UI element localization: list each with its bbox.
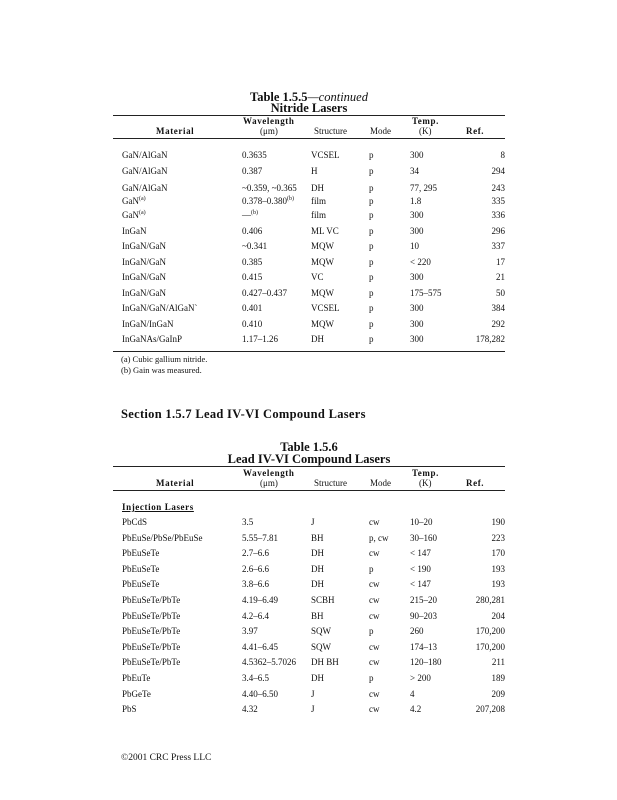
cell-ref: 50 (496, 288, 505, 298)
cell-structure: SQW (311, 642, 331, 652)
cell-wavelength: 2.6–6.6 (242, 564, 269, 574)
table1-note-b: (b) Gain was measured. (121, 365, 202, 375)
cell-material (122, 150, 168, 161)
cell-ref: 294 (491, 166, 505, 176)
cell-wavelength-text: 0.3635 (242, 150, 267, 160)
cell-mode: p (369, 303, 374, 313)
cell-wavelength-text: ~0.359, ~0.365 (242, 183, 297, 193)
cell-ref: 193 (491, 579, 505, 589)
cell-ref: 8 (500, 150, 505, 160)
cell-mode: p (369, 319, 374, 329)
cell-mode: p (369, 183, 374, 193)
cell-material: PbEuSeTe (122, 564, 160, 574)
cell-material: PbEuSeTe/PbTe (122, 626, 181, 636)
table1-header-wavelength-unit: (μm) (260, 126, 278, 136)
cell-mode: p (369, 241, 374, 251)
cell-structure: VCSEL (311, 303, 340, 313)
cell-material (122, 257, 166, 268)
copyright-footer: ©2001 CRC Press LLC (121, 753, 212, 763)
table-row (113, 334, 505, 345)
cell-wavelength (242, 210, 258, 221)
cell-mode: cw (369, 611, 380, 621)
cell-mode: p (369, 150, 374, 160)
cell-mode: p (369, 196, 374, 206)
cell-material-text: GaN/AlGaN (122, 183, 168, 193)
cell-material (122, 241, 166, 252)
table1-header-ref: Ref. (466, 126, 485, 136)
table-row (113, 319, 505, 330)
cell-structure: J (311, 704, 315, 714)
cell-temp: 34 (410, 166, 419, 176)
cell-mode: cw (369, 657, 380, 667)
cell-ref: 211 (491, 657, 505, 667)
cell-ref: 223 (491, 533, 505, 543)
cell-wavelength-text: 0.387 (242, 166, 263, 176)
table2-header-temp: Temp. (412, 468, 439, 478)
cell-ref: 335 (491, 196, 505, 206)
table1-header-temp: Temp. (412, 116, 439, 126)
cell-temp: 10 (410, 241, 419, 251)
cell-wavelength (242, 150, 267, 161)
table2-title: Table 1.5.6 (280, 440, 338, 454)
table-row (113, 210, 505, 221)
cell-temp: 300 (410, 334, 424, 344)
cell-temp: 120–180 (410, 657, 442, 667)
cell-structure: film (311, 210, 326, 220)
table-row (113, 564, 505, 575)
cell-structure: BH (311, 611, 324, 621)
table2-header-temp-unit: (K) (419, 478, 432, 488)
table1-header-material: Material (156, 126, 195, 136)
cell-structure: DH (311, 579, 324, 589)
table2-header-material: Material (156, 478, 195, 488)
cell-ref: 243 (491, 183, 505, 193)
cell-material: PbEuSe/PbSe/PbEuSe (122, 533, 203, 543)
table2-header-mode: Mode (370, 478, 391, 488)
cell-wavelength: 3.5 (242, 517, 254, 527)
cell-material: PbEuSeTe/PbTe (122, 657, 181, 667)
cell-temp: 1.8 (410, 196, 422, 206)
table2-header-rule (113, 490, 505, 491)
cell-temp: 4.2 (410, 704, 422, 714)
cell-structure: MQW (311, 288, 334, 298)
cell-material-text: GaN/AlGaN (122, 150, 168, 160)
cell-material-text: InGaN/GaN/AlGaN` (122, 303, 198, 313)
cell-material (122, 196, 146, 207)
table2-header-ref: Ref. (466, 478, 485, 488)
table1-header-temp-unit: (K) (419, 126, 432, 136)
cell-material-text: InGaN/GaN (122, 241, 166, 251)
cell-wavelength-text: 1.17–1.26 (242, 334, 278, 344)
table-row (113, 548, 505, 559)
cell-material: PbGeTe (122, 689, 151, 699)
cell-wavelength (242, 319, 262, 330)
cell-wavelength (242, 257, 262, 268)
table-row (113, 533, 505, 544)
cell-temp: 300 (410, 272, 424, 282)
cell-temp: 300 (410, 210, 424, 220)
cell-material-text: GaN/AlGaN (122, 166, 168, 176)
cell-wavelength: 2.7–6.6 (242, 548, 269, 558)
table-row (113, 241, 505, 252)
cell-wavelength: 4.5362–5.7026 (242, 657, 296, 667)
table-row (113, 579, 505, 590)
cell-material: PbEuTe (122, 673, 151, 683)
table1-note-a: (a) Cubic gallium nitride. (121, 354, 208, 364)
cell-material (122, 334, 182, 345)
cell-ref: 178,282 (475, 334, 505, 344)
cell-wavelength: 3.4–6.5 (242, 673, 269, 683)
cell-wavelength: 4.32 (242, 704, 258, 714)
table-row (113, 183, 505, 194)
cell-ref: 170,200 (475, 642, 505, 652)
cell-temp: 10–20 (410, 517, 433, 527)
cell-material: PbEuSeTe/PbTe (122, 611, 181, 621)
cell-mode: p (369, 626, 374, 636)
cell-mode: p (369, 673, 374, 683)
table1-number: Table 1.5.5 (250, 90, 308, 104)
cell-material (122, 166, 168, 177)
table-row (113, 272, 505, 283)
cell-wavelength-text: 0.385 (242, 257, 263, 267)
cell-structure: H (311, 166, 318, 176)
cell-wavelength (242, 196, 294, 207)
cell-material: PbEuSeTe/PbTe (122, 595, 181, 605)
footnote-ref: (b) (287, 196, 294, 202)
cell-temp: < 220 (410, 257, 431, 267)
cell-ref: 336 (491, 210, 505, 220)
cell-wavelength-text: 0.401 (242, 303, 263, 313)
table1-subtitle: Nitride Lasers (270, 101, 348, 115)
table-row (113, 626, 505, 637)
cell-structure: SCBH (311, 595, 335, 605)
table1-header-rule (113, 138, 505, 139)
cell-material (122, 210, 146, 221)
cell-material (122, 319, 173, 330)
cell-ref: 193 (491, 564, 505, 574)
table-row (113, 166, 505, 177)
cell-structure: DH (311, 673, 324, 683)
cell-mode: p (369, 272, 374, 282)
cell-wavelength (242, 288, 287, 299)
cell-structure: DH (311, 334, 324, 344)
cell-wavelength (242, 334, 278, 345)
cell-structure: ML VC (311, 226, 339, 236)
table-row (113, 303, 505, 314)
table-row (113, 673, 505, 684)
cell-mode: p (369, 226, 374, 236)
cell-mode: p, cw (369, 533, 389, 543)
cell-temp: 300 (410, 303, 424, 313)
cell-ref: 207,208 (475, 704, 505, 714)
cell-mode: cw (369, 548, 380, 558)
section-heading: Section 1.5.7 Lead IV-VI Compound Lasers (121, 407, 366, 421)
table-row (113, 642, 505, 653)
cell-wavelength (242, 226, 262, 237)
cell-structure: VCSEL (311, 150, 340, 160)
cell-material: PbEuSeTe (122, 548, 160, 558)
cell-wavelength-text: 0.410 (242, 319, 263, 329)
cell-structure: DH (311, 564, 324, 574)
cell-ref: 170 (491, 548, 505, 558)
table-row (113, 226, 505, 237)
cell-temp: 90–203 (410, 611, 437, 621)
footnote-ref: (a) (139, 196, 146, 202)
cell-structure: MQW (311, 257, 334, 267)
cell-wavelength-text: — (242, 210, 251, 220)
cell-mode: cw (369, 579, 380, 589)
cell-mode: p (369, 564, 374, 574)
cell-wavelength: 4.40–6.50 (242, 689, 278, 699)
cell-ref: 190 (491, 517, 505, 527)
cell-temp: 30–160 (410, 533, 437, 543)
cell-mode: p (369, 210, 374, 220)
cell-material (122, 303, 197, 314)
cell-ref: 292 (491, 319, 505, 329)
cell-ref: 384 (491, 303, 505, 313)
cell-wavelength: 3.8–6.6 (242, 579, 269, 589)
cell-temp: 215–20 (410, 595, 437, 605)
cell-structure: film (311, 196, 326, 206)
cell-wavelength-text: ~0.341 (242, 241, 268, 251)
cell-material (122, 272, 166, 283)
table2-header-wavelength: Wavelength (243, 468, 295, 478)
cell-ref: 21 (496, 272, 505, 282)
cell-material-text: GaN (122, 196, 139, 206)
cell-ref: 17 (496, 257, 505, 267)
cell-temp: 4 (410, 689, 415, 699)
cell-ref: 170,200 (475, 626, 505, 636)
table-row (113, 657, 505, 668)
table-row (113, 257, 505, 268)
cell-temp: > 200 (410, 673, 431, 683)
cell-wavelength-text: 0.415 (242, 272, 263, 282)
cell-temp: 260 (410, 626, 424, 636)
cell-wavelength: 4.19–6.49 (242, 595, 278, 605)
table2-header-wavelength-unit: (μm) (260, 478, 278, 488)
cell-wavelength (242, 241, 267, 252)
table1-header-mode: Mode (370, 126, 391, 136)
cell-wavelength-text: 0.406 (242, 226, 263, 236)
cell-material-text: InGaN/GaN (122, 257, 166, 267)
table1-continued: —continued (307, 90, 368, 104)
cell-material: PbEuSeTe/PbTe (122, 642, 181, 652)
cell-ref: 204 (491, 611, 505, 621)
cell-mode: cw (369, 642, 380, 652)
cell-structure: J (311, 689, 315, 699)
footnote-ref: (b) (251, 210, 258, 216)
cell-temp: < 190 (410, 564, 431, 574)
cell-material: PbEuSeTe (122, 579, 160, 589)
cell-temp: 174–13 (410, 642, 437, 652)
cell-material (122, 288, 166, 299)
cell-wavelength-text: 0.427–0.437 (242, 288, 287, 298)
table2-header-structure: Structure (314, 478, 347, 488)
table1-bottom-rule (113, 351, 505, 352)
table-row (113, 689, 505, 700)
table-row (113, 611, 505, 622)
cell-wavelength: 4.41–6.45 (242, 642, 278, 652)
cell-ref: 337 (491, 241, 505, 251)
cell-material-text: GaN (122, 210, 139, 220)
cell-mode: p (369, 257, 374, 267)
cell-material: PbCdS (122, 517, 148, 527)
cell-structure: J (311, 517, 315, 527)
footnote-ref: (a) (139, 210, 146, 216)
cell-temp: 300 (410, 150, 424, 160)
cell-mode: cw (369, 689, 380, 699)
cell-wavelength-text: 0.378–0.380 (242, 196, 287, 206)
cell-wavelength (242, 272, 262, 283)
cell-structure: DH (311, 183, 324, 193)
cell-temp: 77, 295 (410, 183, 437, 193)
cell-mode: p (369, 288, 374, 298)
cell-mode: cw (369, 704, 380, 714)
cell-temp: < 147 (410, 548, 431, 558)
cell-wavelength (242, 166, 262, 177)
cell-structure: VC (311, 272, 324, 282)
cell-material-text: InGaN/GaN (122, 272, 166, 282)
cell-ref: 280,281 (475, 595, 505, 605)
table-row (113, 704, 505, 715)
cell-material-text: InGaN/InGaN (122, 319, 174, 329)
cell-structure: SQW (311, 626, 331, 636)
table2-top-rule (113, 466, 505, 467)
table-row (113, 517, 505, 528)
table-row (113, 150, 505, 161)
cell-structure: MQW (311, 241, 334, 251)
table2-subtitle: Lead IV-VI Compound Lasers (227, 452, 391, 466)
cell-structure: BH (311, 533, 324, 543)
table-row (113, 288, 505, 299)
table2-subheading: Injection Lasers (122, 502, 194, 512)
cell-structure: MQW (311, 319, 334, 329)
cell-material (122, 183, 168, 194)
cell-mode: p (369, 334, 374, 344)
cell-temp: 175–575 (410, 288, 442, 298)
cell-material-text: InGaN (122, 226, 147, 236)
cell-wavelength: 5.55–7.81 (242, 533, 278, 543)
table1-top-rule (113, 115, 505, 116)
table-row (113, 595, 505, 606)
cell-wavelength: 4.2–6.4 (242, 611, 269, 621)
table-row (113, 196, 505, 207)
cell-wavelength (242, 183, 297, 194)
cell-material (122, 226, 147, 237)
cell-structure: DH BH (311, 657, 339, 667)
cell-mode: p (369, 166, 374, 176)
cell-material: PbS (122, 704, 137, 714)
cell-wavelength: 3.97 (242, 626, 258, 636)
cell-ref: 189 (491, 673, 505, 683)
cell-material-text: InGaNAs/GaInP (122, 334, 182, 344)
cell-material-text: InGaN/GaN (122, 288, 166, 298)
table1-header-wavelength: Wavelength (243, 116, 295, 126)
cell-structure: DH (311, 548, 324, 558)
cell-temp: 300 (410, 226, 424, 236)
table1-header-structure: Structure (314, 126, 347, 136)
cell-wavelength (242, 303, 262, 314)
cell-ref: 209 (491, 689, 505, 699)
cell-temp: < 147 (410, 579, 431, 589)
cell-mode: cw (369, 517, 380, 527)
cell-mode: cw (369, 595, 380, 605)
cell-ref: 296 (491, 226, 505, 236)
cell-temp: 300 (410, 319, 424, 329)
